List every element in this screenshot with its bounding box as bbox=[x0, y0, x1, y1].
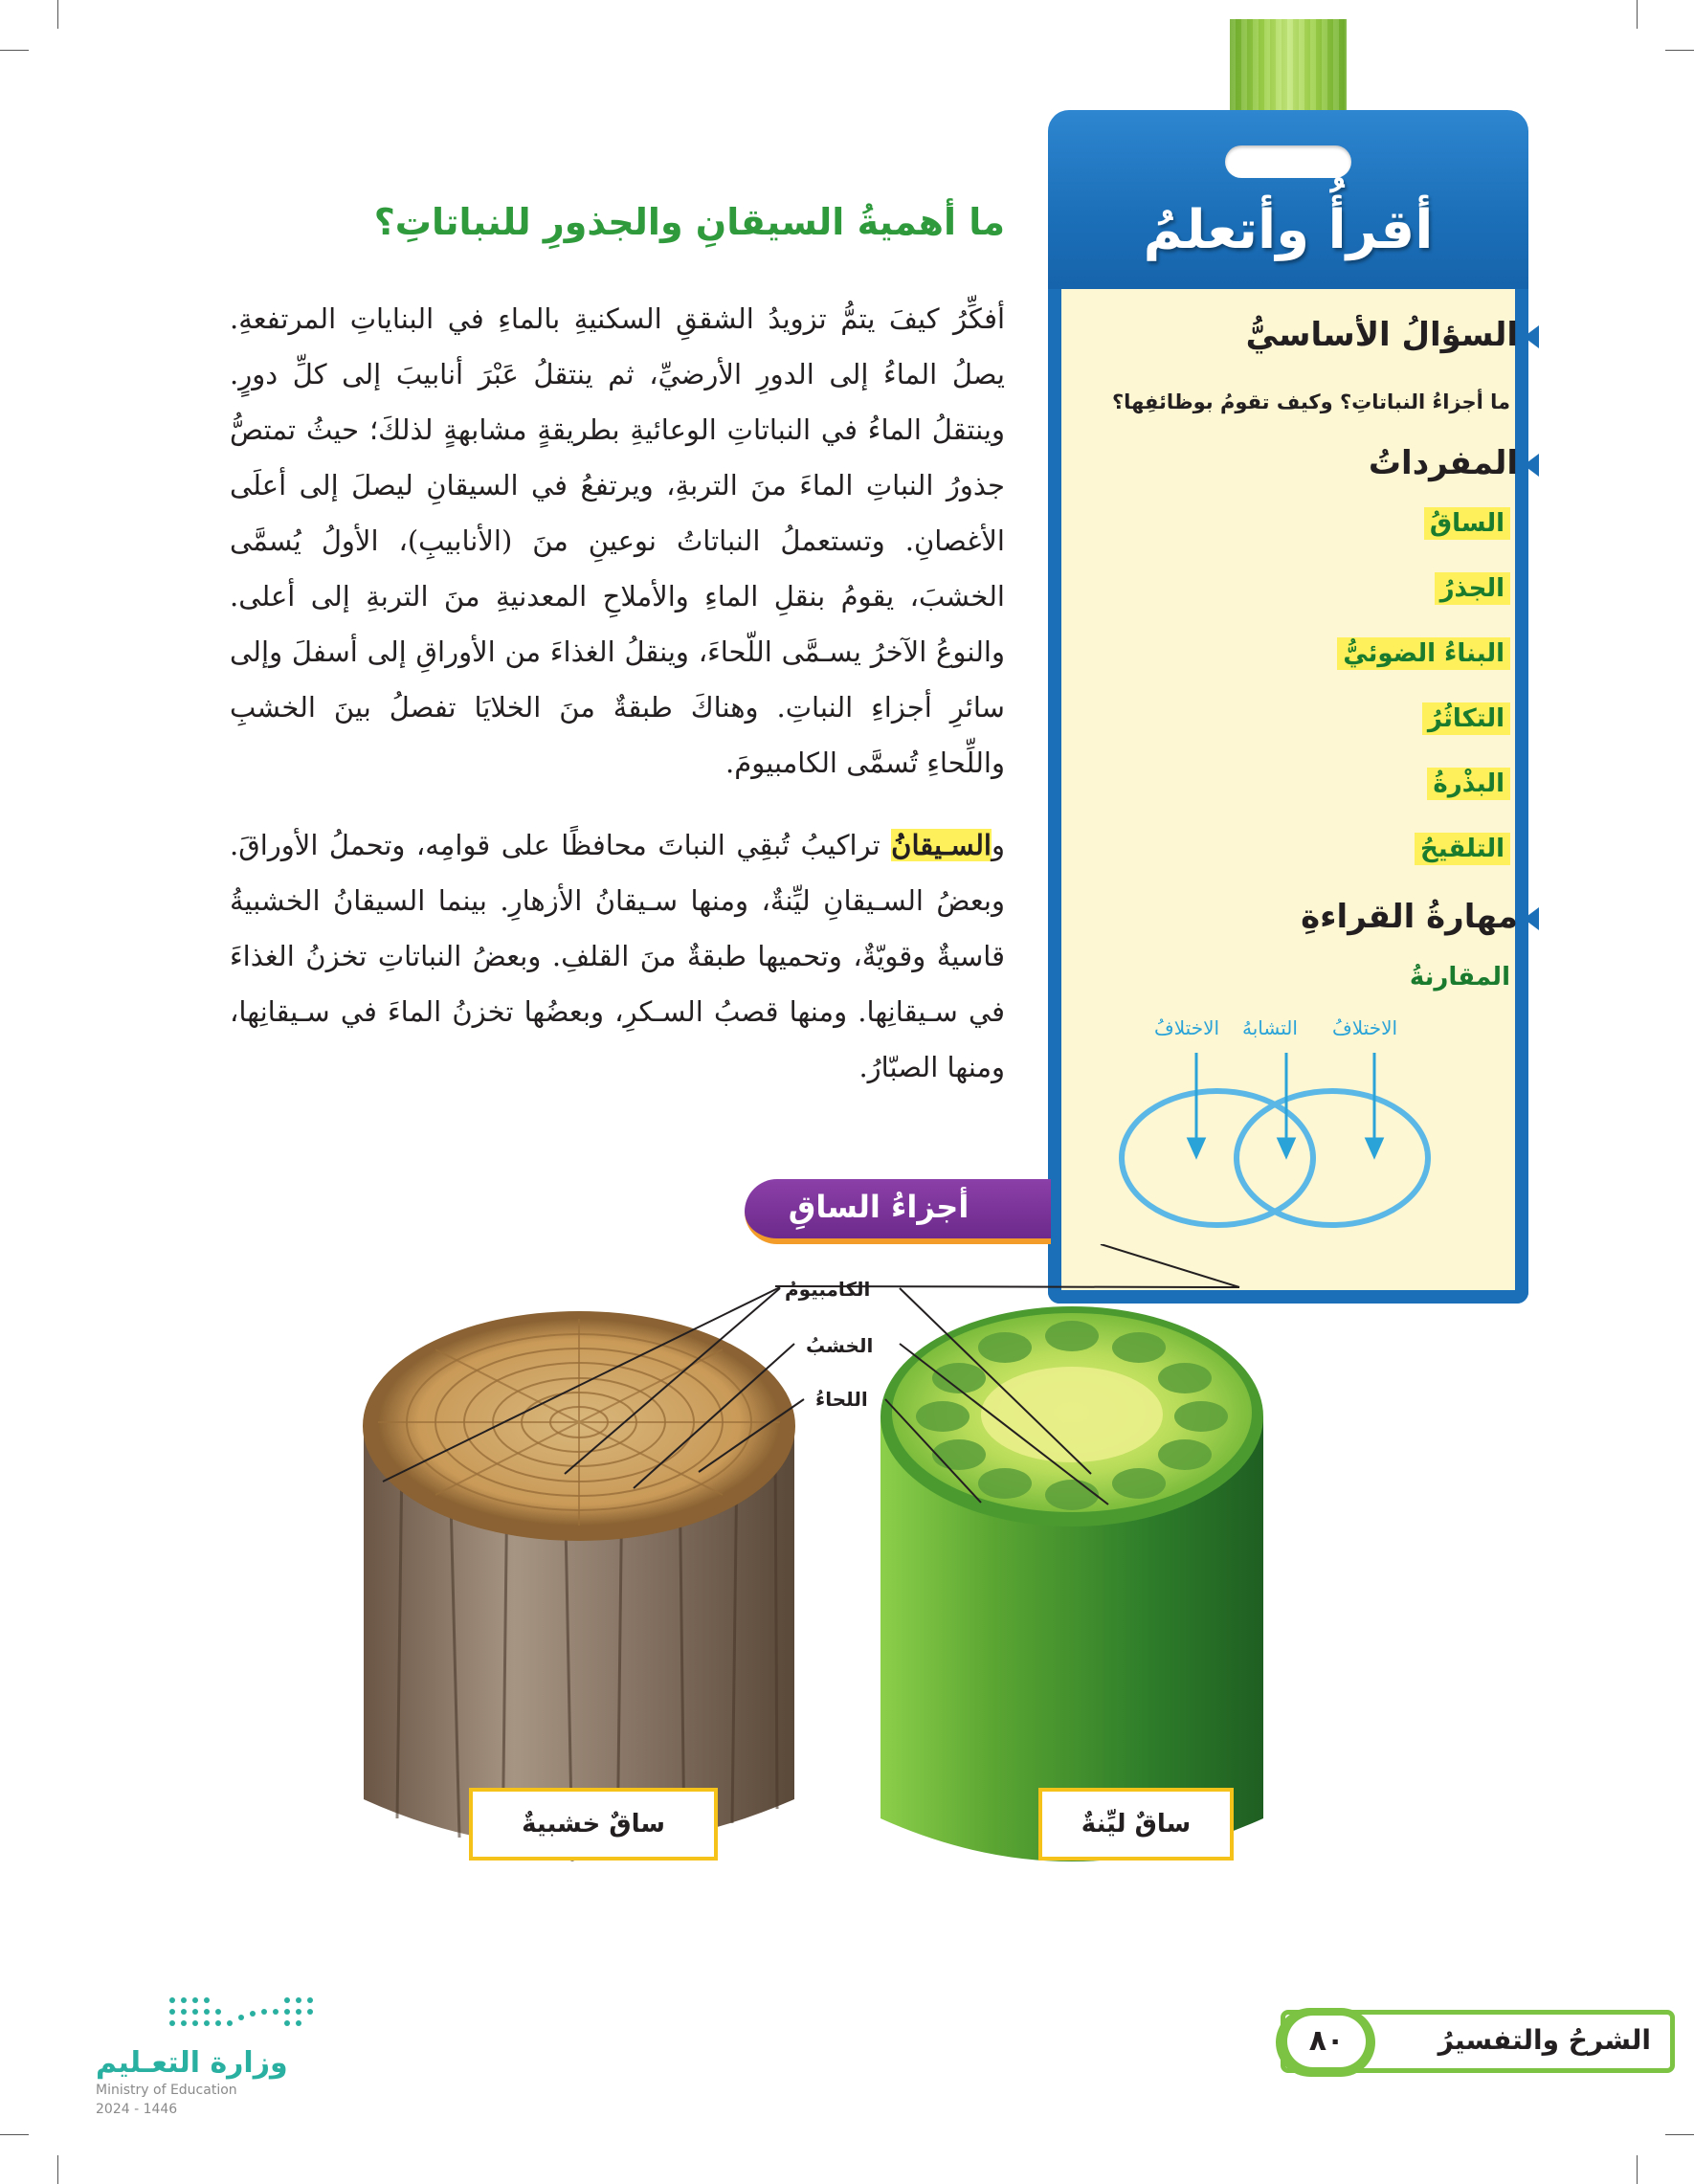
lesson-title: ما أهميةُ السيقانِ والجذورِ للنباتاتِ؟ bbox=[373, 201, 1005, 243]
essential-question: ما أجزاءُ النباتاتِ؟ وكيف تقومُ بوظائفِها؟ bbox=[1112, 390, 1510, 413]
vocab-item: التكاثُرُ bbox=[1422, 702, 1510, 735]
soft-stem-label: ساقٌ ليِّنةٌ bbox=[1038, 1788, 1234, 1861]
ministry-name-en: Ministry of Education bbox=[96, 2083, 237, 2098]
vocab-item: البناءُ الضوئيُّ bbox=[1337, 637, 1510, 670]
ministry-name-ar: وزارة التعـليم bbox=[96, 2046, 288, 2080]
footer-section-box bbox=[1281, 2010, 1675, 2073]
page-badge bbox=[1276, 2008, 1375, 2077]
figure-title: أجزاءُ الساقِ bbox=[788, 1189, 970, 1225]
sidebar-title: أقرأُ وأتعلمُ bbox=[1143, 199, 1434, 261]
paragraph-1: أفكِّرُ كيفَ يتمُّ تزويدُ الشققِ السكنيةِ بالماءِ في البناياتِ المرتفعةِ. يصلُ الماءُ إلى الدورِ الأرضيِّ، ثم ينتقلُ عَبْرَ أنابيبَ إلى كلِّ دورٍ. وينتقلُ الماءُ في النباتاتِ الوعائيةِ بطريقةٍ مشابهةٍ لذلكَ؛ حيثُ تمتصُّ جذورُ النباتِ الماءَ منَ التربةِ، ويرتفعُ في السيقانِ ليصلَ إلى أعلَى الأغصانِ. وتستعملُ النباتاتُ نوعينِ منَ (الأنابيبِ)، الأولُ يُسمَّى الخشبَ، يقومُ بنقلِ الماءِ والأملاحِ المعدنيةِ منَ التربةِ إلى أعلى. والنوعُ الآخرُ يسـمَّى اللّحاءَ، وينقلُ الغذاءَ من الأوراقِ إلى أسفلَ وإلى سائرِ أجزاءِ النباتِ. وهناكَ طبقةٌ منَ الخلايَا تفصلُ بينَ الخشبِ واللِّحاءِ تُسمَّى الكامبيومَ. bbox=[230, 302, 1005, 779]
venn-label-left: الاختلافُ bbox=[1154, 1016, 1220, 1039]
label-xylem: الخشبُ bbox=[806, 1334, 874, 1357]
vocab-item: التلقيحُ bbox=[1415, 833, 1510, 865]
ministry-dots-icon bbox=[163, 1989, 392, 2046]
venn-label-right: الاختلافُ bbox=[1332, 1016, 1398, 1039]
edition-year: 2024 - 1446 bbox=[96, 2102, 178, 2117]
vocabulary-heading: المفرداتُ bbox=[1369, 444, 1518, 482]
vocab-item: البذْرةُ bbox=[1427, 768, 1510, 800]
paragraph-2: والسـيقانُ تراكيبُ تُبقِي النباتَ محافظًا على قوامِه، وتحملُ الأوراقَ. وبعضُ السـيقانِ ليِّنةٌ، ومنها سـيقانُ الأزهارِ. بينما السيقانُ الخشبيةُ قاسيةٌ وقويّةٌ، وتحميها طبقةٌ منَ القلفِ. وبعضُ النباتاتِ تخزنُ الغذاءَ في سـيقانِها. ومنها قصبُ السـكرِ، وبعضُها تخزنُ الماءَ في سـيقانِها، ومنها الصبّارُ. bbox=[230, 829, 1005, 1083]
reading-skill-heading: مهارةُ القراءةِ bbox=[1301, 898, 1518, 936]
ministry-logo bbox=[96, 1989, 335, 2151]
footer-section-label: الشرحُ والتفسيرُ bbox=[1438, 2024, 1651, 2056]
label-phloem: اللحاءُ bbox=[815, 1388, 868, 1411]
vocab-item: الجذرُ bbox=[1435, 572, 1510, 605]
woody-stem-label: ساقٌ خشبيةٌ bbox=[469, 1788, 718, 1861]
label-cambium: الكامبيومُ bbox=[785, 1278, 871, 1301]
term-highlight: السـيقانُ bbox=[891, 829, 992, 861]
page-number: ٨٠ bbox=[1287, 2016, 1366, 2067]
vocab-item: الساقُ bbox=[1424, 507, 1510, 540]
essential-question-heading: السؤالُ الأساسيُّ bbox=[1246, 316, 1518, 354]
venn-label-middle: التشابهُ bbox=[1242, 1016, 1298, 1039]
reading-skill: المقارنةُ bbox=[1409, 963, 1510, 992]
